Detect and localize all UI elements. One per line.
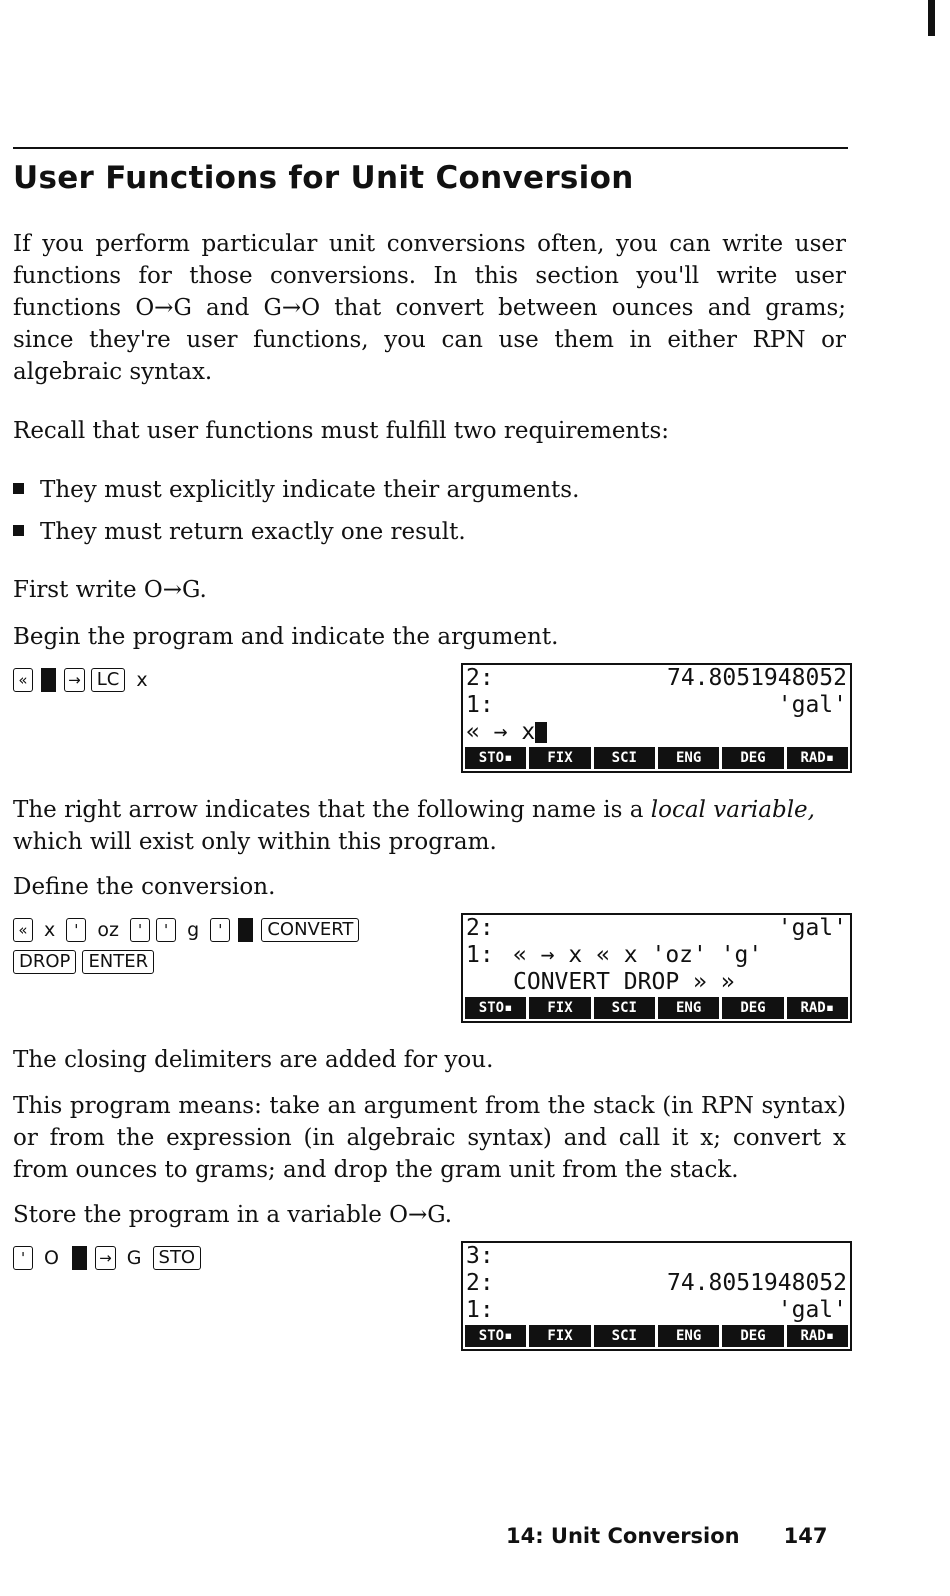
menu-key-rad[interactable]: RAD▪	[787, 1325, 848, 1347]
key-quote[interactable]: '	[66, 918, 86, 942]
key-convert[interactable]: CONVERT	[261, 918, 359, 942]
meaning-paragraph: This program means: take an argument from the stack (in RPN syntax) or from the expression (in algebraic syntax) and call it x; convert x from ounces to grams; and drop the gram unit from the stack.	[13, 1093, 846, 1183]
calculator-display	[461, 1241, 852, 1351]
stack-level-2	[463, 665, 850, 692]
calculator-display	[461, 913, 852, 1023]
key-quote[interactable]: '	[156, 918, 176, 942]
key-quote[interactable]: '	[210, 918, 230, 942]
step2-keystrokes-line1	[13, 913, 359, 946]
menu-key-eng[interactable]: ENG	[658, 997, 719, 1019]
requirement-text: They must return exactly one result.	[40, 519, 466, 545]
requirement-item	[13, 474, 579, 506]
keystroke-text: g	[187, 918, 200, 941]
section-title: User Functions for Unit Conversion	[13, 160, 634, 196]
level-label: 3:	[466, 1243, 494, 1269]
right-shift-key-icon	[41, 668, 56, 692]
cursor-icon	[535, 722, 547, 743]
stack-level-1-continued	[463, 969, 850, 996]
command-line	[463, 719, 850, 746]
chapter-label: 14: Unit Conversion	[506, 1524, 740, 1548]
program-text-continued: CONVERT DROP » »	[513, 969, 735, 995]
menu-bar	[463, 746, 850, 771]
store-text: Store the program in a variable O→G.	[13, 1202, 453, 1228]
menu-key-sto[interactable]: STO▪	[465, 747, 526, 769]
key-lc[interactable]: LC	[91, 668, 126, 692]
closing-text: The closing delimiters are added for you.	[13, 1047, 494, 1073]
right-arrow-text: The right arrow indicates that the following name is a	[13, 797, 651, 823]
bullet-square-icon	[13, 483, 24, 494]
level-label: 1:	[466, 1297, 494, 1323]
menu-key-sto[interactable]: STO▪	[465, 1325, 526, 1347]
level-value: 74.8051948052	[666, 665, 847, 691]
level-value: 'gal'	[777, 915, 847, 941]
page-edge-mark	[928, 0, 935, 36]
menu-key-sto[interactable]: STO▪	[465, 997, 526, 1019]
step3-keystrokes	[13, 1241, 201, 1274]
menu-key-deg[interactable]: DEG	[722, 997, 783, 1019]
key-arrow[interactable]: →	[95, 1246, 116, 1270]
stack-level-1	[463, 942, 850, 969]
menu-key-sci[interactable]: SCI	[594, 747, 655, 769]
step1-instruction: Begin the program and indicate the argument.	[13, 624, 559, 650]
menu-key-fix[interactable]: FIX	[529, 1325, 590, 1347]
step1-keystrokes	[13, 663, 153, 696]
step2-keystrokes-line2	[13, 945, 154, 977]
stack-level-2	[463, 915, 850, 942]
left-shift-key-icon	[238, 918, 253, 942]
key-program-delimiter[interactable]: «	[13, 668, 33, 692]
stack-level-1	[463, 1297, 850, 1324]
page-footer	[506, 1524, 827, 1548]
level-label: 1:	[466, 692, 494, 718]
requirement-item	[13, 516, 466, 548]
first-write-text: First write O→G.	[13, 577, 207, 603]
key-arrow[interactable]: →	[64, 668, 85, 692]
level-value: 'gal'	[777, 1297, 847, 1323]
key-quote[interactable]: '	[130, 918, 150, 942]
level-label: 2:	[466, 665, 494, 691]
menu-bar	[463, 996, 850, 1021]
stack-level-1	[463, 692, 850, 719]
key-quote[interactable]: '	[13, 1246, 33, 1270]
local-variable-term: local variable,	[650, 797, 815, 823]
menu-key-fix[interactable]: FIX	[529, 747, 590, 769]
keystroke-text: x	[136, 668, 148, 691]
level-label: 1:	[466, 942, 494, 968]
recall-text: Recall that user functions must fulfill two requirements:	[13, 418, 670, 444]
menu-key-sci[interactable]: SCI	[594, 997, 655, 1019]
level-value: 74.8051948052	[666, 1270, 847, 1296]
right-arrow-paragraph	[13, 794, 846, 858]
title-rule	[13, 147, 848, 149]
menu-key-deg[interactable]: DEG	[722, 1325, 783, 1347]
step2-instruction: Define the conversion.	[13, 874, 276, 900]
keystroke-text: oz	[97, 918, 119, 941]
key-enter[interactable]: ENTER	[82, 950, 154, 974]
program-text: « → x « x 'oz' 'g'	[513, 942, 763, 968]
command-line-text: « → x	[466, 719, 536, 745]
stack-level-2	[463, 1270, 850, 1297]
page-number: 147	[783, 1524, 828, 1548]
menu-key-eng[interactable]: ENG	[658, 1325, 719, 1347]
level-label: 2:	[466, 1270, 494, 1296]
keystroke-text: x	[44, 918, 56, 941]
intro-paragraph: If you perform particular unit conversions often, you can write user functions for those conversions. In this section you'll write user functions O→G and G→O that convert between ounces and grams; since they're user functions, you can use them in either RPN or algebraic syntax.	[13, 231, 846, 385]
level-value: 'gal'	[777, 692, 847, 718]
key-drop[interactable]: DROP	[13, 950, 76, 974]
right-shift-key-icon	[72, 1246, 87, 1270]
key-sto[interactable]: STO	[153, 1246, 202, 1270]
calculator-display	[461, 663, 852, 773]
key-program-delimiter[interactable]: «	[13, 918, 33, 942]
right-arrow-text-continued: which will exist only within this program.	[13, 829, 497, 855]
bullet-square-icon	[13, 525, 24, 536]
keystroke-text: G	[126, 1246, 142, 1269]
menu-key-eng[interactable]: ENG	[658, 747, 719, 769]
menu-key-rad[interactable]: RAD▪	[787, 997, 848, 1019]
menu-key-deg[interactable]: DEG	[722, 747, 783, 769]
menu-key-fix[interactable]: FIX	[529, 997, 590, 1019]
keystroke-text: O	[44, 1246, 60, 1269]
menu-key-rad[interactable]: RAD▪	[787, 747, 848, 769]
level-label: 2:	[466, 915, 494, 941]
requirement-text: They must explicitly indicate their arguments.	[40, 477, 580, 503]
menu-bar	[463, 1324, 850, 1349]
stack-level-3	[463, 1243, 850, 1270]
menu-key-sci[interactable]: SCI	[594, 1325, 655, 1347]
